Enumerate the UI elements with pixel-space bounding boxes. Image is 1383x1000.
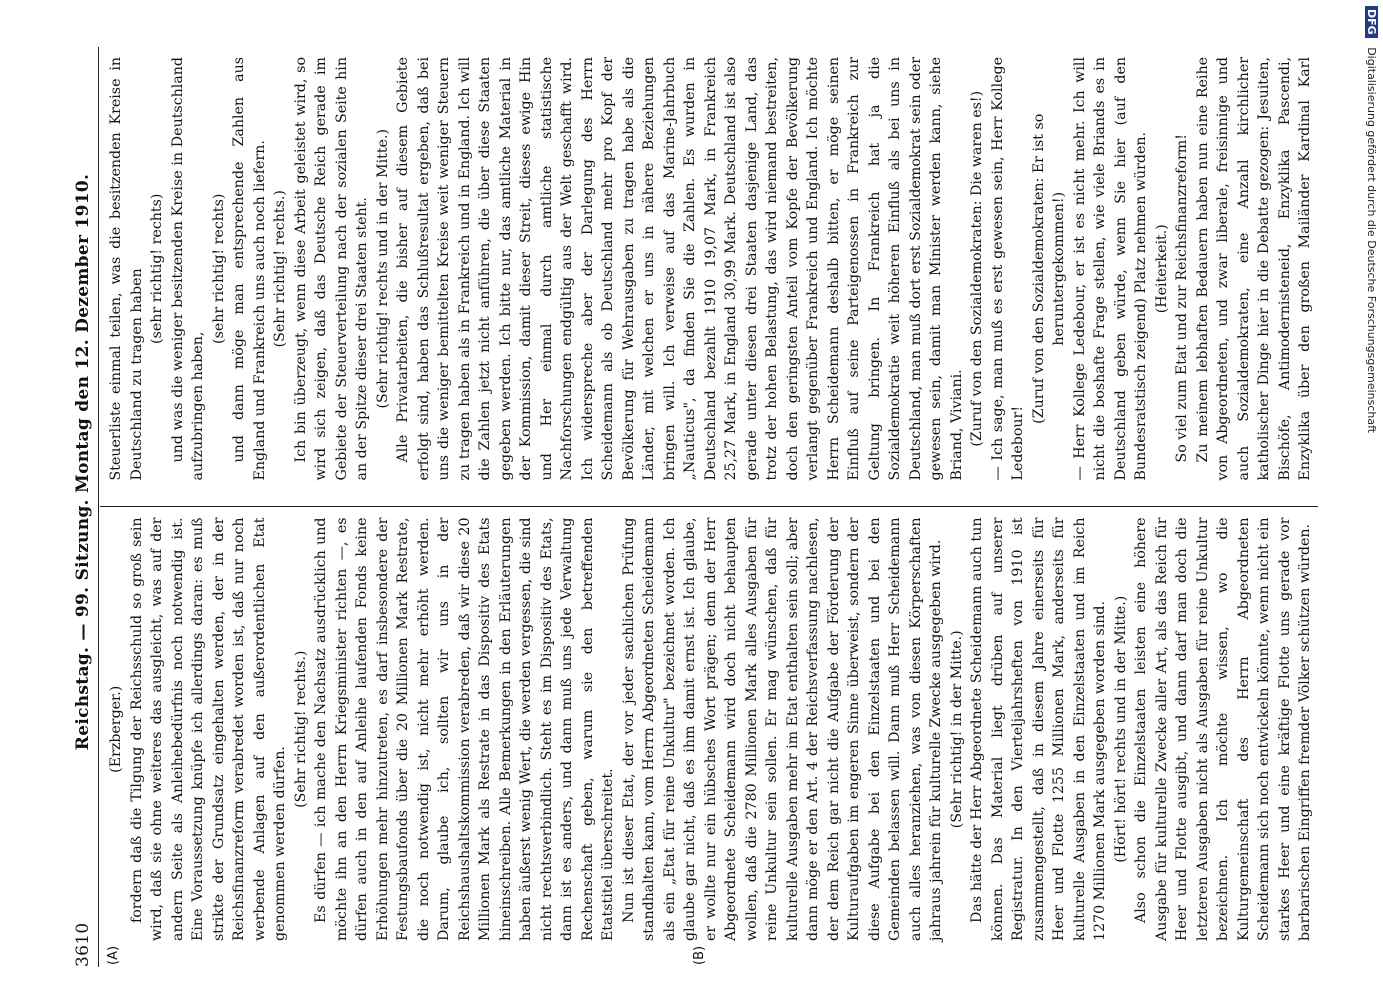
left-column [100, 508, 1318, 968]
paragraph: Ich bin überzeugt, wenn diese Arbeit geleistet wird, so wird sich zeigen, daß das Deutsche Reich gerade im Gebiete der Steuerverteilung nach der sozialen Seite hin an der Spitze dieser drei Staaten steht. [292, 57, 370, 481]
page-number: 3610 [72, 922, 93, 967]
paragraph: — Herr Kollege Ledebour, er ist es nicht mehr. Ich will nicht die boshafte Frage stellen, wie viele Briands es in Deutschland geben würde, wenn Sie hier (auf den Bundesratstisch zeigend) Platz nehmen würden. [1071, 57, 1149, 481]
paragraph: Nun ist dieser Etat, der vor jeder sachlichen Prüfung standhalten kann, vom Herrn Abgeordneten Scheidemann als ein „Etat für reine Unkultur" bezeichnet worden. Ich glaube gar nicht, daß es ihm damit ernst ist. Ich glaube, er wollte nur ein hübsches Wort prägen; denn der Herr Abgeordnete Scheidemann wird doch nicht behaupten wollen, daß die 2780 Millionen Mark alles Ausgaben für reine Unkultur sein sollen. Er mag wünschen, daß für kulturelle Ausgaben mehr im Etat enthalten sein soll; aber dann möge er den Art. 4 der Reichsverfassung nachlesen, der dem Reich gar nicht die Aufgabe der Förderung der Kulturaufgaben im engeren Sinne überweist, sondern der diese Aufgabe bei den Einzelstaaten und bei den Gemeinden belassen will. Dann muß Herr Scheidemann auch alles heranziehen, was von diesen Körperschaften jahraus jahrein für kulturelle Zwecke ausgegeben wird. [620, 517, 944, 941]
page-header [68, 47, 99, 967]
interjection: (Sehr richtig! in der Mitte.) [948, 630, 965, 829]
paragraph: Steuerliste einmal teilen, was die besitzenden Kreise in Deutschland zu tragen haben [108, 57, 145, 481]
document-page [68, 47, 1318, 967]
interjection: (Erzberger.) [108, 685, 124, 773]
paragraph: Also schon die Einzelstaaten leisten eine höhere Ausgabe für kulturelle Zwecke aller Art, als das Reich für Heer und Flotte ausgibt, und dann darf man doch die letzteren Ausgaben nicht als Ausgaben für reine Unkultur bezeichnen. Ich möchte wissen, wo die Kulturgemeinschaft des Herrn Abgeordneten Scheidemann sich noch entwickeln könnte, wenn nicht ein starkes Heer und eine kräftige Flotte uns gerade vor barbarischen Eingriffen fremder Völker schützen würden. [1133, 517, 1313, 941]
paragraph: Zu meinem lebhaften Bedauern haben nun eine Reihe von Abgeordneten, und zwar liberale, freisinnige und auch Sozialdemokraten, eine Anzahl kirchlicher katholischer Dinge hier in die Debatte gezogen: Jesuiten, Bischöfe, Antimodernisteneid, Enzyklika Pascendi, Enzyklika über den großen Mailänder Kardinal Karl [1194, 57, 1313, 481]
interjection: (Zuruf von den Sozialdemokraten: Er ist so heruntergekommen!) [1030, 113, 1067, 424]
interjection: (sehr richtig! rechts) [149, 193, 165, 344]
margin-marker-a: (A) [106, 945, 121, 965]
paragraph: So viel zum Etat und zur Reichsfinanzreform! [1174, 134, 1190, 463]
dfg-logo: DFG [1365, 6, 1378, 38]
interjection: (Heiterkeit.) [1153, 224, 1170, 314]
interjection [1316, 518, 1319, 942]
right-column [100, 47, 1318, 508]
paragraph: Alle Privatarbeiten, die bisher auf diesem Gebiete erfolgt sind, haben das Schlußresultat ergeben, daß bei uns die weniger bemittelten Kreise weit weniger Steuern zu tragen haben als in Frankreich und in England. Ich will die Zahlen jetzt nicht anführen, die über diese Staaten gegeben werden. Ich bitte nur, das amtliche Material in der Kommission, damit dieser Streit, dieses ewige Hin und Her einmal durch amtliche statistische Nachforschungen endgültig aus der Welt geschafft wird. Ich widerspreche aber der Darlegung des Herrn Scheidemann als ob Deutschland mehr pro Kopf der Bevölkerung für Wehrausgaben zu tragen habe als die Länder, mit welchen er uns in nähere Beziehungen bringen will. Ich verweise auf das Marine-Jahrbuch „Nauticus", da finden Sie die Zahlen. Es wurden in Deutschland bezahlt 1910 19,07 Mark, in Frankreich 25,27 Mark, in England 30,99 Mark. Deutschland ist also gerade unter diesen drei Staaten dasjenige Land, das trotz der hohen Belastung, das wird niemand bestreiten, doch den geringsten Anteil vom Kopfe der Bevölkerung verlangt gegenüber Frankreich und England. Ich möchte Herrn Scheidemann deshalb bitten, er möge seinen Einfluß auf seine Parteigenossen in Frankreich zur Geltung bringen. In Frankreich hat ja die Sozialdemokratie weit höheren Einfluß als bei uns in Deutschland, man muß dort erst Sozialdemokrat sein oder gewesen sein, damit man Minister werden kann, siehe Briand, Viviani. [395, 57, 965, 481]
paragraph: und dann möge man entsprechende Zahlen aus England und Frankreich uns auch noch liefern. [231, 57, 268, 481]
paragraph: fordern daß die Tilgung der Reichsschuld so groß sein wird, daß sie ohne weiteres das ausgleicht, was auf der andern Seite als Anleihebedürfnis noch notwendig ist. Eine Voraussetzung knüpfe ich allerdings daran: es muß strikte der Grundsatz eingehalten werden, der in der Reichsfinanzreform verabredet worden ist, daß nur noch werbende Anlagen auf den außerordentlichen Etat genommen werden dürfen. [128, 517, 288, 941]
interjection: (Sehr richtig! rechts.) [292, 650, 309, 808]
digitization-note: Digitalisierung gefördert durch die Deutsche Forschungsgemeinschaft [1365, 47, 1378, 434]
digitization-stamp [1362, 0, 1383, 1000]
paragraph: Das hätte der Herr Abgeordnete Scheidemann auch tun können. Das Material liegt drüben auf unserer Registratur. In den Vierteljahrsheften von 1910 ist zusammengestellt, daß in diesem Jahre einerseits für Heer und Flotte 1255 Millionen Mark, anderseits für kulturelle Ausgaben in den Einzelstaaten und im Reich 1270 Millionen Mark ausgegeben worden sind. [969, 517, 1108, 941]
page-title: Reichstag. — 99. Sitzung. Montag den 12. Dezember 1910. [72, 173, 93, 751]
interjection: (Hört! hört! rechts und in der Mitte.) [1112, 595, 1129, 863]
paragraph: Es dürfen — ich mache den Nachsatz ausdrücklich und möchte ihn an den Herrn Kriegsminister richten —, es dürfen auch in den auf Anleihe laufenden Fonds keine Erhöhungen mehr hinzutreten, es darf insbesondere der Festungsbaufonds über die 20 Millionen Mark Restrate, die noch notwendig ist, nicht mehr erhöht werden. Darum, glaube ich, sollten wir uns in der Reichshaushaltskommission verabreden, daß wir diese 20 Millionen Mark als Restrate in das Dispositiv des Etats hineinschreiben. Alle Bemerkungen in den Erläuterungen haben äußerst wenig Wert, die werden vergessen, die sind nicht rechtsverbindlich. Steht es im Dispositiv des Etats, dann ist es anders, und dann muß uns jede Verwaltung Rechenschaft geben, warum sie den betreffenden Etatstitel überschreitet. [313, 517, 616, 941]
paragraph: — Ich sage, man muß es erst gewesen sein, Herr Kollege Ledebour! [989, 57, 1026, 481]
text-columns [100, 47, 1318, 967]
interjection: (Zuruf von den Sozialdemokraten: Die waren es!) [969, 90, 985, 447]
interjection: (Sehr richtig! rechts und in der Mitte.) [374, 129, 391, 409]
interjection: (sehr richtig! rechts) [210, 193, 227, 344]
paragraph: und was die weniger besitzenden Kreise in Deutschland aufzubringen haben, [169, 57, 206, 481]
margin-marker-b: (B) [692, 945, 707, 965]
interjection: (Sehr richtig! rechts.) [272, 190, 288, 348]
